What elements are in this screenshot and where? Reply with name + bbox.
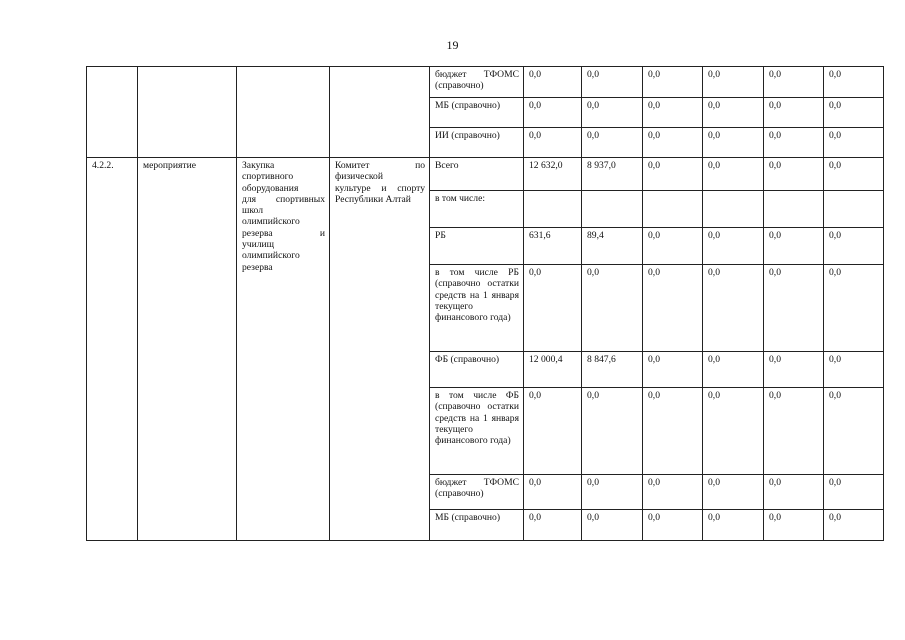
value-cell: 0,0 bbox=[764, 98, 824, 128]
empty-executor-cell bbox=[330, 67, 430, 158]
funding-source-cell: бюджет ТФОМС (справочно) bbox=[430, 67, 524, 98]
funding-source-cell: в том числе ФБ (справочно остатки средств на 1 января текущего финансового года) bbox=[430, 388, 524, 475]
value-cell: 0,0 bbox=[524, 475, 582, 510]
value-cell bbox=[643, 191, 703, 228]
value-cell: 12 000,4 bbox=[524, 352, 582, 388]
value-cell: 0,0 bbox=[764, 228, 824, 265]
funding-source-cell: ФБ (справочно) bbox=[430, 352, 524, 388]
value-cell: 0,0 bbox=[703, 98, 764, 128]
item-name-line: олимпийского bbox=[242, 250, 300, 262]
value-cell: 0,0 bbox=[703, 265, 764, 352]
value-cell: 0,0 bbox=[764, 67, 824, 98]
value-cell: 0,0 bbox=[764, 352, 824, 388]
value-cell: 0,0 bbox=[524, 67, 582, 98]
value-cell: 0,0 bbox=[824, 352, 884, 388]
item-executor-line: Комитет по bbox=[335, 160, 425, 171]
empty-type-cell bbox=[138, 67, 237, 158]
funding-source-cell: Всего bbox=[430, 158, 524, 191]
value-cell: 0,0 bbox=[824, 67, 884, 98]
funding-source-cell: бюджет ТФОМС (справочно) bbox=[430, 475, 524, 510]
value-cell: 0,0 bbox=[582, 388, 643, 475]
value-cell: 0,0 bbox=[643, 510, 703, 541]
item-executor-line: физической bbox=[335, 171, 383, 183]
value-cell: 8 847,6 bbox=[582, 352, 643, 388]
value-cell bbox=[582, 191, 643, 228]
value-cell: 0,0 bbox=[703, 158, 764, 191]
value-cell: 0,0 bbox=[582, 265, 643, 352]
value-cell: 0,0 bbox=[643, 388, 703, 475]
value-cell: 0,0 bbox=[703, 67, 764, 98]
value-cell bbox=[824, 191, 884, 228]
value-cell: 0,0 bbox=[643, 128, 703, 158]
value-cell: 0,0 bbox=[764, 158, 824, 191]
value-cell: 0,0 bbox=[643, 67, 703, 98]
item-executor-cell bbox=[330, 158, 430, 541]
value-cell: 0,0 bbox=[824, 228, 884, 265]
value-cell: 0,0 bbox=[582, 98, 643, 128]
item-number-cell: 4.2.2. bbox=[87, 158, 138, 541]
item-name-line: оборудования bbox=[242, 182, 299, 194]
item-name-line: училищ bbox=[242, 239, 275, 251]
item-name-line: школ bbox=[242, 205, 264, 217]
value-cell: 0,0 bbox=[643, 265, 703, 352]
value-cell: 0,0 bbox=[582, 475, 643, 510]
value-cell: 0,0 bbox=[643, 352, 703, 388]
value-cell: 0,0 bbox=[643, 228, 703, 265]
value-cell: 0,0 bbox=[824, 128, 884, 158]
empty-name-cell bbox=[237, 67, 330, 158]
empty-number-cell bbox=[87, 67, 138, 158]
value-cell: 0,0 bbox=[643, 98, 703, 128]
value-cell bbox=[524, 191, 582, 228]
value-cell: 0,0 bbox=[582, 67, 643, 98]
item-executor-line: культуре и спорту bbox=[335, 182, 425, 194]
item-name-line: Закупка bbox=[242, 160, 275, 171]
value-cell: 0,0 bbox=[824, 98, 884, 128]
value-cell: 0,0 bbox=[524, 98, 582, 128]
value-cell: 0,0 bbox=[524, 265, 582, 352]
item-name-line: спортивного bbox=[242, 171, 294, 183]
value-cell: 0,0 bbox=[703, 510, 764, 541]
value-cell: 0,0 bbox=[824, 475, 884, 510]
item-name-line: резерва bbox=[242, 261, 273, 273]
value-cell: 0,0 bbox=[524, 128, 582, 158]
value-cell: 631,6 bbox=[524, 228, 582, 265]
value-cell: 12 632,0 bbox=[524, 158, 582, 191]
value-cell: 0,0 bbox=[764, 128, 824, 158]
funding-source-cell: ИИ (справочно) bbox=[430, 128, 524, 158]
page-number: 19 bbox=[446, 38, 459, 52]
item-name-line: олимпийского bbox=[242, 216, 300, 228]
table-row bbox=[87, 67, 905, 98]
item-executor-line: Республики Алтай bbox=[335, 193, 411, 205]
value-cell: 0,0 bbox=[524, 388, 582, 475]
funding-source-cell: МБ (справочно) bbox=[430, 510, 524, 541]
value-cell: 0,0 bbox=[824, 388, 884, 475]
value-cell: 89,4 bbox=[582, 228, 643, 265]
table-body bbox=[87, 67, 905, 541]
value-cell: 0,0 bbox=[703, 128, 764, 158]
budget-table bbox=[86, 66, 905, 541]
funding-source-cell: в том числе РБ (справочно остатки средств на 1 января текущего финансового года) bbox=[430, 265, 524, 352]
value-cell: 0,0 bbox=[764, 510, 824, 541]
value-cell bbox=[703, 191, 764, 228]
funding-source-cell: в том числе: bbox=[430, 191, 524, 228]
value-cell: 0,0 bbox=[824, 510, 884, 541]
value-cell: 0,0 bbox=[643, 475, 703, 510]
value-cell bbox=[764, 191, 824, 228]
value-cell: 0,0 bbox=[764, 265, 824, 352]
value-cell: 0,0 bbox=[582, 510, 643, 541]
value-cell: 0,0 bbox=[824, 265, 884, 352]
value-cell: 0,0 bbox=[703, 475, 764, 510]
item-name-line: резерва и bbox=[242, 227, 325, 239]
table-row bbox=[87, 158, 905, 191]
funding-source-cell: МБ (справочно) bbox=[430, 98, 524, 128]
value-cell: 0,0 bbox=[824, 158, 884, 191]
value-cell: 0,0 bbox=[524, 510, 582, 541]
item-name-line: для спортивных bbox=[242, 193, 325, 205]
item-type-cell: мероприятие bbox=[138, 158, 237, 541]
value-cell: 0,0 bbox=[703, 228, 764, 265]
value-cell: 8 937,0 bbox=[582, 158, 643, 191]
funding-source-cell: РБ bbox=[430, 228, 524, 265]
value-cell: 0,0 bbox=[582, 128, 643, 158]
value-cell: 0,0 bbox=[703, 352, 764, 388]
value-cell: 0,0 bbox=[643, 158, 703, 191]
value-cell: 0,0 bbox=[764, 388, 824, 475]
value-cell: 0,0 bbox=[764, 475, 824, 510]
value-cell: 0,0 bbox=[703, 388, 764, 475]
item-name-cell bbox=[237, 158, 330, 541]
